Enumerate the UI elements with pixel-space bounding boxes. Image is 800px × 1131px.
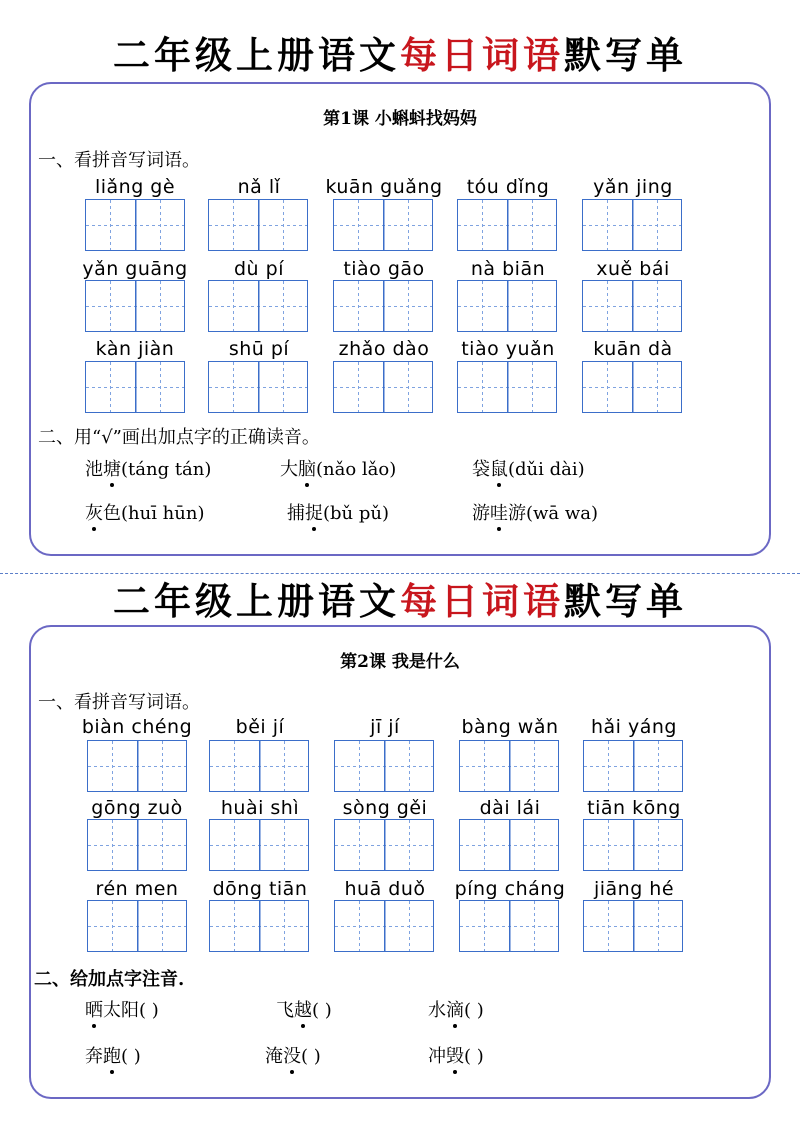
item-text: ( )	[464, 1000, 484, 1021]
item-text: 游(wā wa)	[508, 503, 599, 524]
writing-grid[interactable]	[459, 740, 559, 792]
writing-grid[interactable]	[582, 199, 682, 251]
writing-grid[interactable]	[208, 361, 308, 413]
pinyin-label: kuān guǎng	[325, 176, 443, 198]
reading-choice-item[interactable]	[472, 499, 598, 525]
pinyin-label: yǎn guāng	[82, 258, 188, 280]
item-text: 袋	[472, 459, 490, 480]
writing-grid[interactable]	[85, 199, 185, 251]
writing-grid[interactable]	[459, 819, 559, 871]
sheet1-header	[0, 28, 800, 84]
writing-grid[interactable]	[87, 740, 187, 792]
dotted-char: 毁	[446, 1042, 464, 1068]
item-text: (táng tán)	[121, 459, 212, 480]
item-text: 色(huī hūn)	[103, 503, 205, 524]
writing-grid[interactable]	[209, 740, 309, 792]
writing-grid[interactable]	[582, 280, 682, 332]
pinyin-fill-item[interactable]	[428, 996, 484, 1022]
writing-grid[interactable]	[333, 361, 433, 413]
pinyin-fill-item[interactable]	[85, 1042, 141, 1068]
item-text: ( )	[121, 1046, 141, 1067]
pinyin-label: nà biān	[470, 258, 546, 280]
sheet2-section1-title: 一、看拼音写词语。	[38, 692, 200, 713]
pinyin-label: píng cháng	[454, 878, 566, 900]
item-text: (dǔi dài)	[508, 459, 585, 480]
reading-choice-item[interactable]	[472, 455, 585, 481]
dotted-char: 跑	[103, 1042, 121, 1068]
pinyin-label: tiào gāo	[343, 258, 425, 280]
pinyin-label: kàn jiàn	[95, 338, 175, 360]
writing-grid[interactable]	[208, 280, 308, 332]
pinyin-fill-item[interactable]	[265, 1042, 321, 1068]
pinyin-label: nǎ lǐ	[237, 176, 281, 198]
writing-grid[interactable]	[209, 900, 309, 952]
dotted-char: 塘	[103, 455, 121, 481]
header-highlight: 每日词语	[400, 580, 564, 623]
dotted-char: 哇	[490, 499, 508, 525]
reading-choice-item[interactable]	[280, 455, 396, 481]
writing-grid[interactable]	[333, 280, 433, 332]
pinyin-label: tiào yuǎn	[461, 338, 555, 360]
pinyin-label: gōng zuò	[91, 797, 183, 819]
writing-grid[interactable]	[87, 819, 187, 871]
sheet2-header	[0, 574, 800, 630]
pinyin-label: huā duǒ	[344, 878, 426, 900]
dotted-char: 晒	[85, 996, 103, 1022]
dotted-char: 没	[283, 1042, 301, 1068]
header-highlight: 每日词语	[400, 34, 564, 77]
reading-choice-item[interactable]	[85, 455, 211, 481]
pinyin-label: jī jí	[370, 716, 400, 738]
pinyin-label: hǎi yáng	[591, 716, 677, 738]
pinyin-label: tiān kōng	[587, 797, 681, 819]
item-text: 飞	[276, 1000, 294, 1021]
pinyin-fill-item[interactable]	[276, 996, 332, 1022]
sheet1-section1-title: 一、看拼音写词语。	[38, 150, 200, 171]
reading-choice-item[interactable]	[85, 499, 205, 525]
dotted-char: 鼠	[490, 455, 508, 481]
pinyin-label: liǎng gè	[94, 176, 176, 198]
writing-grid[interactable]	[334, 819, 434, 871]
item-text: (bǔ pǔ)	[323, 503, 389, 524]
pinyin-label: shū pí	[228, 338, 290, 360]
pinyin-label: zhǎo dào	[338, 338, 430, 360]
item-text: 奔	[85, 1046, 103, 1067]
pinyin-label: dōng tiān	[212, 878, 308, 900]
pinyin-fill-item[interactable]	[85, 996, 159, 1022]
pinyin-label: huài shì	[220, 797, 300, 819]
header-text: 二年级上册语文	[113, 34, 400, 77]
dotted-char: 越	[294, 996, 312, 1022]
pinyin-label: sòng gěi	[342, 797, 428, 819]
writing-grid[interactable]	[87, 900, 187, 952]
writing-grid[interactable]	[457, 280, 557, 332]
dotted-char: 脑	[298, 455, 316, 481]
pinyin-label: kuān dà	[593, 338, 673, 360]
pinyin-label: dài lái	[479, 797, 541, 819]
item-text: ( )	[301, 1046, 321, 1067]
writing-grid[interactable]	[334, 900, 434, 952]
pinyin-label: rén men	[95, 878, 179, 900]
header-text: 二年级上册语文	[113, 580, 400, 623]
dotted-char: 灰	[85, 499, 103, 525]
pinyin-label: yǎn jing	[593, 176, 673, 198]
pinyin-label: dù pí	[234, 258, 284, 280]
writing-grid[interactable]	[459, 900, 559, 952]
writing-grid[interactable]	[208, 199, 308, 251]
writing-grid[interactable]	[583, 819, 683, 871]
item-text: ( )	[464, 1046, 484, 1067]
sheet2-section2-title: 二、给加点字注音.	[34, 969, 185, 990]
item-text: 水	[428, 1000, 446, 1021]
item-text: ( )	[312, 1000, 332, 1021]
item-text: 捕	[287, 503, 305, 524]
sheet1-lesson-title: 第1课 小蝌蚪找妈妈	[323, 109, 477, 129]
item-text: 大	[280, 459, 298, 480]
writing-grid[interactable]	[209, 819, 309, 871]
pinyin-label: xuě bái	[596, 258, 670, 280]
pinyin-label: bàng wǎn	[461, 716, 559, 738]
writing-grid[interactable]	[583, 740, 683, 792]
writing-grid[interactable]	[457, 199, 557, 251]
pinyin-label: biàn chéng	[81, 716, 193, 738]
writing-grid[interactable]	[582, 361, 682, 413]
writing-grid[interactable]	[85, 361, 185, 413]
writing-grid[interactable]	[583, 900, 683, 952]
writing-grid[interactable]	[333, 199, 433, 251]
dotted-char: 滴	[446, 996, 464, 1022]
item-text: 淹	[265, 1046, 283, 1067]
writing-grid[interactable]	[334, 740, 434, 792]
writing-grid[interactable]	[457, 361, 557, 413]
sheet2-lesson-title: 第2课 我是什么	[340, 652, 460, 672]
header-text: 默写单	[564, 580, 687, 623]
writing-grid[interactable]	[85, 280, 185, 332]
item-text: 太阳( )	[103, 1000, 159, 1021]
sheet1-section2-title: 二、用“√”画出加点字的正确读音。	[38, 427, 320, 448]
reading-choice-item[interactable]	[287, 499, 389, 525]
pinyin-label: jiāng hé	[593, 878, 675, 900]
item-text: 冲	[428, 1046, 446, 1067]
item-text: (nǎo lǎo)	[316, 459, 397, 480]
item-text: 池	[85, 459, 103, 480]
pinyin-fill-item[interactable]	[428, 1042, 484, 1068]
item-text: 游	[472, 503, 490, 524]
header-text: 默写单	[564, 34, 687, 77]
dotted-char: 捉	[305, 499, 323, 525]
pinyin-label: běi jí	[235, 716, 285, 738]
pinyin-label: tóu dǐng	[466, 176, 550, 198]
